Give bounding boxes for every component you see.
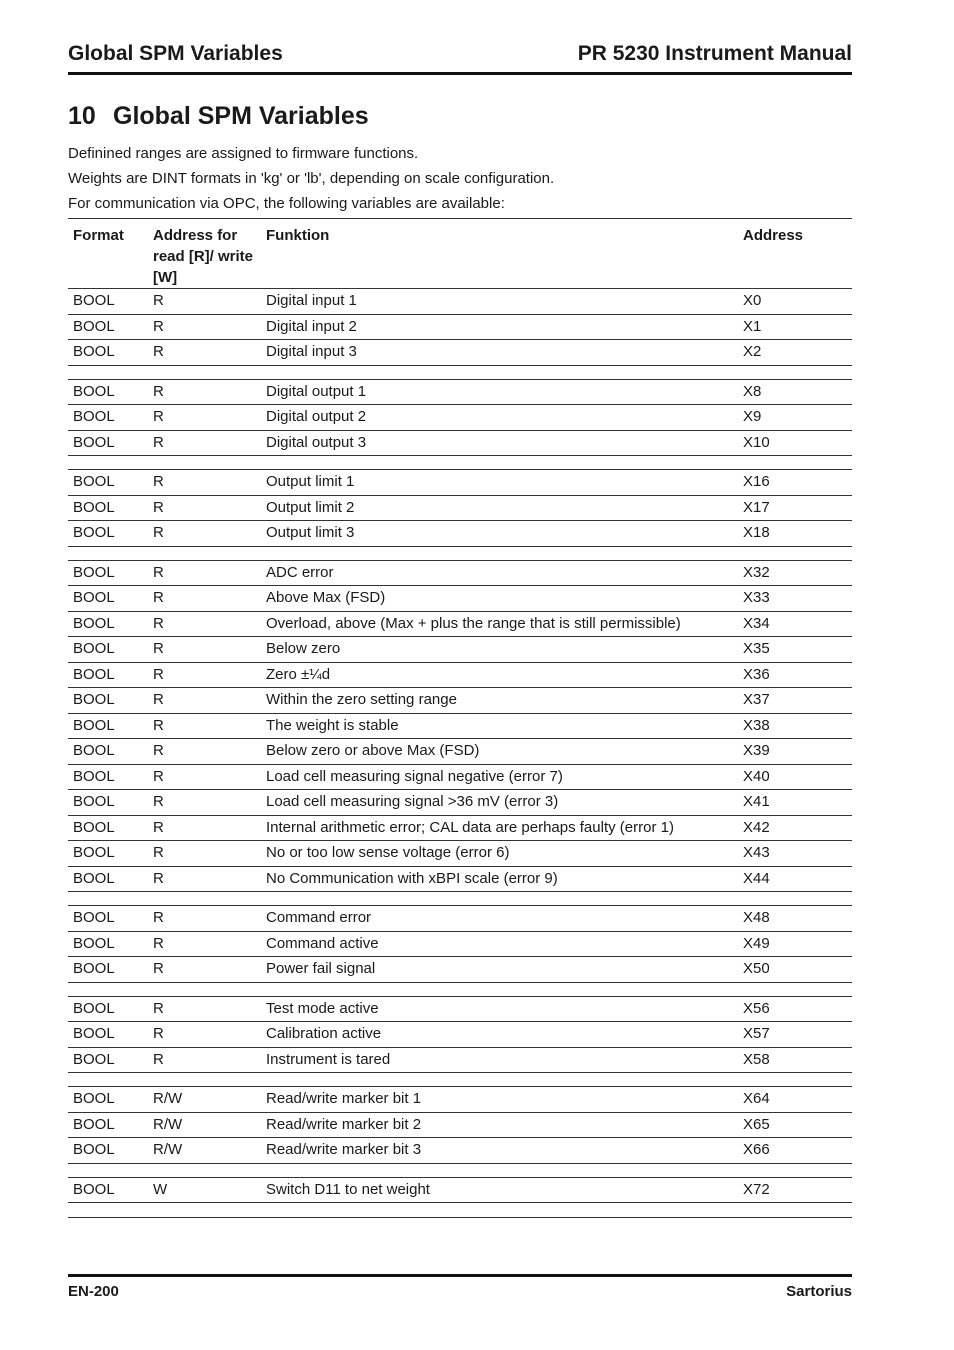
cell-access: R — [148, 611, 261, 637]
section-number: 10 — [68, 102, 96, 130]
cell-format: BOOL — [68, 637, 148, 663]
cell-address: X65 — [738, 1112, 852, 1138]
cell-format: BOOL — [68, 289, 148, 315]
cell-access: R — [148, 637, 261, 663]
table-body — [68, 289, 852, 1218]
cell-access: R — [148, 495, 261, 521]
cell-access: R — [148, 405, 261, 431]
cell-address: X58 — [738, 1047, 852, 1073]
table-row — [68, 379, 852, 405]
table-row — [68, 764, 852, 790]
cell-access: R — [148, 841, 261, 867]
cell-address: X37 — [738, 688, 852, 714]
cell-function: Digital input 2 — [261, 314, 738, 340]
cell-function: Power fail signal — [261, 957, 738, 983]
cell-function: Test mode active — [261, 996, 738, 1022]
cell-access: R — [148, 906, 261, 932]
cell-access: R — [148, 430, 261, 456]
cell-function: Switch D11 to net weight — [261, 1177, 738, 1203]
cell-function: Digital output 3 — [261, 430, 738, 456]
column-header-function: Funktion — [261, 219, 738, 289]
cell-address: X64 — [738, 1087, 852, 1113]
cell-format: BOOL — [68, 470, 148, 496]
cell-access: R — [148, 996, 261, 1022]
cell-address: X16 — [738, 470, 852, 496]
cell-function: Command active — [261, 931, 738, 957]
cell-format: BOOL — [68, 1047, 148, 1073]
cell-function: The weight is stable — [261, 713, 738, 739]
cell-address: X34 — [738, 611, 852, 637]
separator-cell — [68, 546, 852, 560]
cell-format: BOOL — [68, 340, 148, 366]
cell-format: BOOL — [68, 790, 148, 816]
cell-format: BOOL — [68, 764, 148, 790]
table-row — [68, 906, 852, 932]
cell-access: R — [148, 688, 261, 714]
cell-function: Command error — [261, 906, 738, 932]
cell-format: BOOL — [68, 662, 148, 688]
cell-function: Load cell measuring signal negative (error 7) — [261, 764, 738, 790]
cell-format: BOOL — [68, 713, 148, 739]
table-row — [68, 1087, 852, 1113]
cell-address: X57 — [738, 1022, 852, 1048]
cell-function: Digital input 3 — [261, 340, 738, 366]
table-row — [68, 340, 852, 366]
cell-access: R — [148, 739, 261, 765]
table-row — [68, 866, 852, 892]
cell-access: W — [148, 1177, 261, 1203]
cell-access: R — [148, 957, 261, 983]
cell-address: X49 — [738, 931, 852, 957]
cell-access: R — [148, 560, 261, 586]
cell-function: Digital output 2 — [261, 405, 738, 431]
cell-format: BOOL — [68, 1177, 148, 1203]
group-separator — [68, 1073, 852, 1087]
table-row — [68, 560, 852, 586]
cell-format: BOOL — [68, 906, 148, 932]
cell-format: BOOL — [68, 996, 148, 1022]
table-row — [68, 957, 852, 983]
group-separator — [68, 982, 852, 996]
cell-access: R — [148, 340, 261, 366]
table-row — [68, 662, 852, 688]
separator-cell — [68, 892, 852, 906]
cell-function: Output limit 2 — [261, 495, 738, 521]
cell-address: X32 — [738, 560, 852, 586]
cell-access: R — [148, 379, 261, 405]
cell-function: No Communication with xBPI scale (error 9) — [261, 866, 738, 892]
cell-access: R/W — [148, 1138, 261, 1164]
cell-address: X50 — [738, 957, 852, 983]
cell-address: X9 — [738, 405, 852, 431]
table-row — [68, 495, 852, 521]
table-row — [68, 841, 852, 867]
cell-function: Digital output 1 — [261, 379, 738, 405]
separator-cell — [68, 1203, 852, 1218]
intro-line: Definined ranges are assigned to firmware functions. — [68, 145, 419, 162]
cell-address: X56 — [738, 996, 852, 1022]
cell-format: BOOL — [68, 379, 148, 405]
group-separator — [68, 892, 852, 906]
cell-address: X44 — [738, 866, 852, 892]
cell-function: Instrument is tared — [261, 1047, 738, 1073]
column-header-format: Format — [68, 219, 148, 289]
cell-format: BOOL — [68, 841, 148, 867]
cell-access: R — [148, 470, 261, 496]
cell-function: Read/write marker bit 3 — [261, 1138, 738, 1164]
cell-format: BOOL — [68, 611, 148, 637]
cell-access: R — [148, 790, 261, 816]
cell-function: Read/write marker bit 2 — [261, 1112, 738, 1138]
cell-access: R — [148, 1047, 261, 1073]
cell-function: Overload, above (Max + plus the range that is still permissible) — [261, 611, 738, 637]
cell-access: R — [148, 764, 261, 790]
page-footer — [68, 1274, 852, 1302]
table-row — [68, 405, 852, 431]
cell-access: R/W — [148, 1087, 261, 1113]
table-row — [68, 1112, 852, 1138]
table-row — [68, 713, 852, 739]
cell-access: R — [148, 289, 261, 315]
header-section-title: Global SPM Variables — [68, 42, 283, 65]
cell-format: BOOL — [68, 866, 148, 892]
table-row — [68, 1138, 852, 1164]
cell-address: X8 — [738, 379, 852, 405]
table-row — [68, 289, 852, 315]
table-row — [68, 688, 852, 714]
group-separator — [68, 456, 852, 470]
cell-function: Zero ±¼d — [261, 662, 738, 688]
table-row — [68, 430, 852, 456]
cell-access: R — [148, 815, 261, 841]
cell-function: Read/write marker bit 1 — [261, 1087, 738, 1113]
cell-address: X10 — [738, 430, 852, 456]
cell-function: Internal arithmetic error; CAL data are perhaps faulty (error 1) — [261, 815, 738, 841]
cell-address: X72 — [738, 1177, 852, 1203]
cell-format: BOOL — [68, 1022, 148, 1048]
cell-address: X33 — [738, 586, 852, 612]
cell-function: Load cell measuring signal >36 mV (error 3) — [261, 790, 738, 816]
header-manual-title: PR 5230 Instrument Manual — [577, 42, 852, 65]
cell-format: BOOL — [68, 931, 148, 957]
table-row — [68, 996, 852, 1022]
footer-brand: Sartorius — [786, 1283, 852, 1300]
table-row — [68, 470, 852, 496]
column-header-access: Address for read [R]/ write [W] — [148, 219, 261, 289]
cell-format: BOOL — [68, 957, 148, 983]
cell-function: Below zero — [261, 637, 738, 663]
cell-format: BOOL — [68, 560, 148, 586]
table-row — [68, 790, 852, 816]
intro-line: Weights are DINT formats in 'kg' or 'lb', depending on scale configuration. — [68, 170, 555, 187]
cell-address: X2 — [738, 340, 852, 366]
cell-access: R — [148, 713, 261, 739]
cell-function: Digital input 1 — [261, 289, 738, 315]
page-number: EN-200 — [68, 1283, 119, 1300]
cell-format: BOOL — [68, 815, 148, 841]
cell-access: R — [148, 866, 261, 892]
cell-format: BOOL — [68, 739, 148, 765]
group-separator — [68, 546, 852, 560]
cell-function: ADC error — [261, 560, 738, 586]
separator-cell — [68, 982, 852, 996]
separator-cell — [68, 456, 852, 470]
cell-address: X38 — [738, 713, 852, 739]
table-row — [68, 637, 852, 663]
cell-format: BOOL — [68, 405, 148, 431]
cell-access: R/W — [148, 1112, 261, 1138]
cell-address: X17 — [738, 495, 852, 521]
cell-address: X18 — [738, 521, 852, 547]
cell-access: R — [148, 586, 261, 612]
cell-format: BOOL — [68, 688, 148, 714]
group-separator — [68, 365, 852, 379]
table-row — [68, 739, 852, 765]
cell-address: X43 — [738, 841, 852, 867]
column-header-address: Address — [738, 219, 852, 289]
cell-address: X41 — [738, 790, 852, 816]
table-row — [68, 1047, 852, 1073]
page-title — [68, 100, 369, 132]
intro-line: For communication via OPC, the following variables are available: — [68, 195, 505, 212]
cell-access: R — [148, 931, 261, 957]
cell-address: X48 — [738, 906, 852, 932]
cell-format: BOOL — [68, 1087, 148, 1113]
cell-address: X40 — [738, 764, 852, 790]
table-row — [68, 1022, 852, 1048]
page-header — [68, 38, 852, 75]
group-separator — [68, 1203, 852, 1218]
separator-cell — [68, 365, 852, 379]
cell-function: No or too low sense voltage (error 6) — [261, 841, 738, 867]
cell-format: BOOL — [68, 314, 148, 340]
intro-text — [68, 141, 852, 216]
section-title: Global SPM Variables — [113, 102, 369, 130]
cell-address: X39 — [738, 739, 852, 765]
cell-access: R — [148, 1022, 261, 1048]
cell-function: Output limit 1 — [261, 470, 738, 496]
cell-format: BOOL — [68, 1112, 148, 1138]
cell-access: R — [148, 662, 261, 688]
cell-format: BOOL — [68, 521, 148, 547]
table-row — [68, 1177, 852, 1203]
table-row — [68, 815, 852, 841]
table-row — [68, 521, 852, 547]
cell-format: BOOL — [68, 586, 148, 612]
cell-access: R — [148, 314, 261, 340]
separator-cell — [68, 1163, 852, 1177]
variables-table — [68, 218, 852, 1218]
cell-address: X35 — [738, 637, 852, 663]
cell-function: Output limit 3 — [261, 521, 738, 547]
cell-address: X42 — [738, 815, 852, 841]
cell-address: X36 — [738, 662, 852, 688]
cell-format: BOOL — [68, 430, 148, 456]
cell-function: Calibration active — [261, 1022, 738, 1048]
table-row — [68, 586, 852, 612]
table-row — [68, 931, 852, 957]
cell-function: Within the zero setting range — [261, 688, 738, 714]
cell-address: X0 — [738, 289, 852, 315]
separator-cell — [68, 1073, 852, 1087]
table-row — [68, 611, 852, 637]
cell-format: BOOL — [68, 495, 148, 521]
cell-address: X66 — [738, 1138, 852, 1164]
cell-address: X1 — [738, 314, 852, 340]
group-separator — [68, 1163, 852, 1177]
cell-format: BOOL — [68, 1138, 148, 1164]
table-row — [68, 314, 852, 340]
table-header-row — [68, 219, 852, 289]
cell-function: Below zero or above Max (FSD) — [261, 739, 738, 765]
cell-access: R — [148, 521, 261, 547]
cell-function: Above Max (FSD) — [261, 586, 738, 612]
